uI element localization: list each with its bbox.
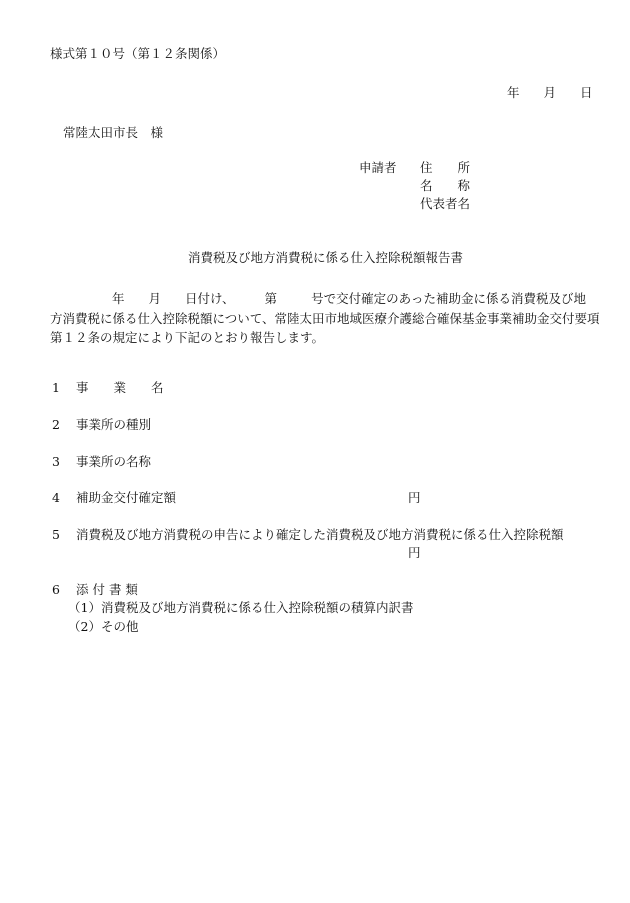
item-number: 1 [52,380,60,395]
item-label: 消費税及び地方消費税の申告により確定した消費税及び地方消費税に係る仕入控除税額 [76,527,564,542]
item-number: 3 [52,454,60,469]
date-line [507,85,593,101]
yen-unit: 円 [408,545,421,560]
item-label: 事 業 名 [76,380,164,395]
item-label: 補助金交付確定額 [76,490,177,505]
date-day: 日 [580,85,593,100]
body-dated: 日付け、 [185,291,235,306]
form-number: 様式第１０号（第１２条関係） [50,46,226,61]
item-facility-name [52,454,151,470]
attachment-1: （1）消費税及び地方消費税に係る仕入控除税額の積算内訳書 [68,600,414,615]
body-month: 月 [148,291,162,306]
body-dai: 第 [264,291,278,306]
item-subsidy-amount [52,490,176,506]
item-tax-deduction [52,527,564,543]
body-year: 年 [112,291,125,306]
document-title: 消費税及び地方消費税に係る仕入控除税額報告書 [188,250,464,265]
body-line-1 [50,289,610,309]
attachment-2: （2）その他 [68,619,139,634]
item-number: 2 [52,417,60,432]
applicant-address: 住 所 [420,160,471,175]
applicant-representative: 代表者名 [420,196,471,211]
item-attachments [52,582,138,598]
item-label: 事業所の種別 [76,417,152,432]
date-month: 月 [543,85,557,100]
addressee: 常陸太田市長 様 [63,125,164,140]
body-line-2: 方消費税に係る仕入控除税額について、常陸太田市地域医療介護総合確保基金事業補助金交付要項 [50,310,600,326]
item-facility-type [52,417,151,433]
item-label: 添 付 書 類 [76,582,138,597]
item-project-name [52,380,164,396]
applicant-label: 申請者 [359,160,397,175]
applicant-name: 名 称 [420,178,471,193]
item-number: 6 [52,582,60,597]
date-year: 年 [507,85,520,100]
body-paragraph [50,289,610,348]
item-number: 5 [52,527,60,542]
body-line-3: 第１２条の規定により下記のとおり報告します。 [50,330,325,345]
item-number: 4 [52,490,60,505]
body-line-1-rest: 号で交付確定のあった補助金に係る消費税及び地 [311,291,586,306]
yen-unit: 円 [408,490,421,505]
item-label: 事業所の名称 [76,454,152,469]
